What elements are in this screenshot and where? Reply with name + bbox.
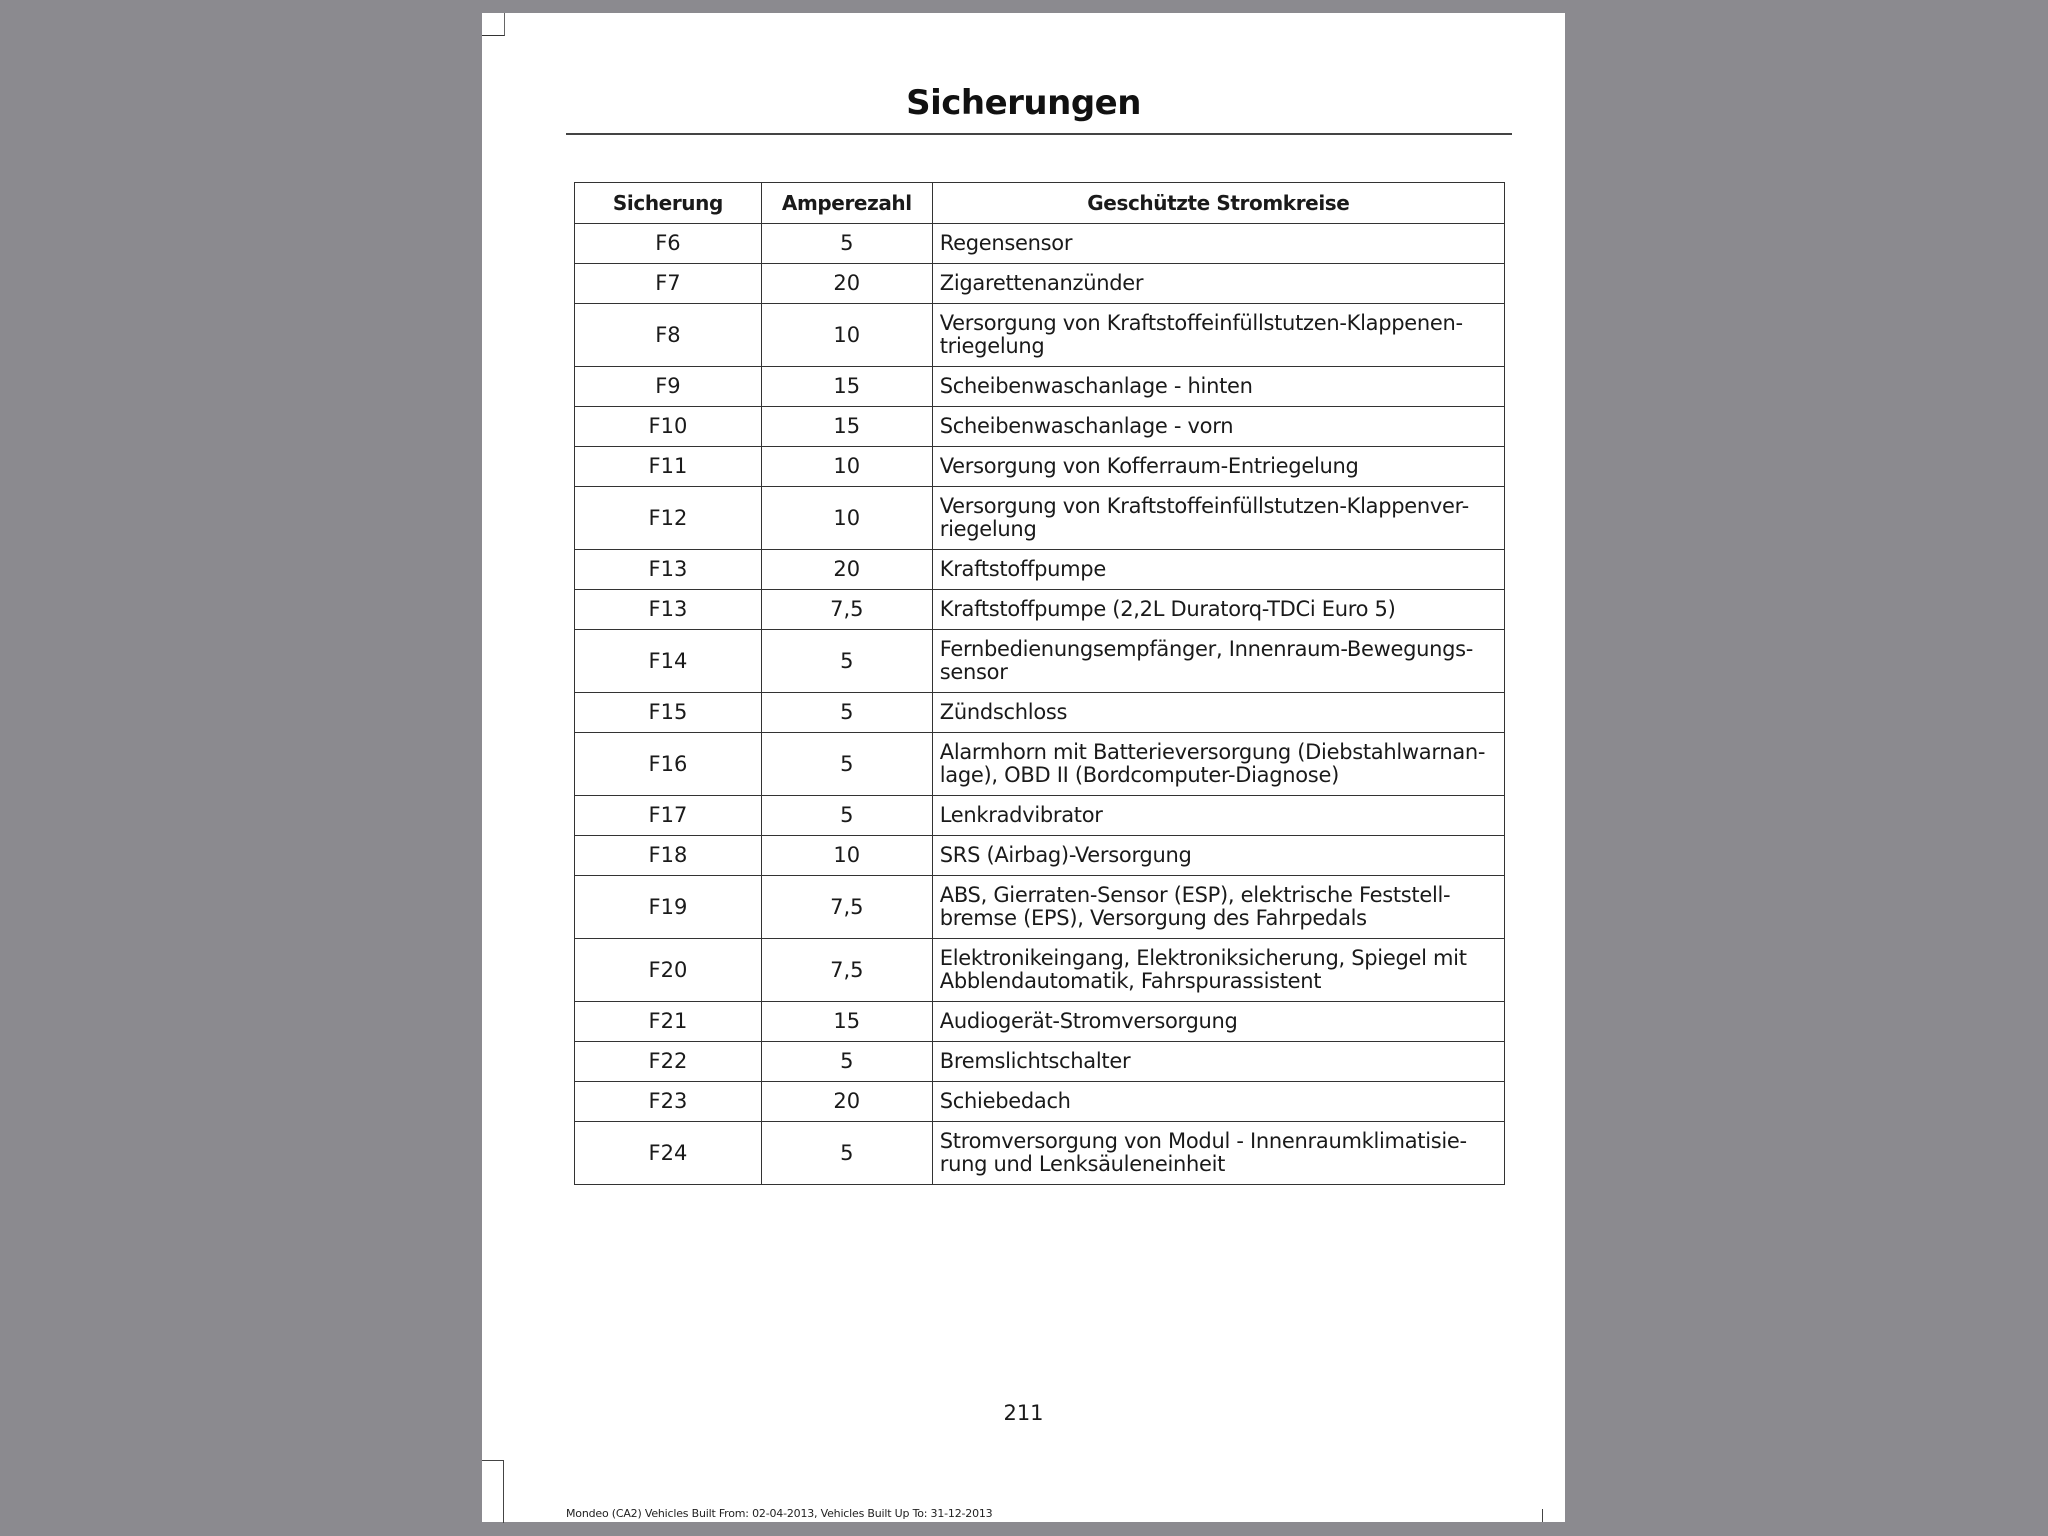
document-page bbox=[482, 13, 1565, 1522]
cell-amperage: 5 bbox=[761, 733, 932, 796]
table-row bbox=[575, 693, 1505, 733]
cell-fuse: F16 bbox=[575, 733, 762, 796]
cell-circuits: Zigarettenanzünder bbox=[932, 264, 1504, 304]
cell-amperage: 5 bbox=[761, 224, 932, 264]
cell-circuits: Lenkradvibrator bbox=[932, 796, 1504, 836]
table-row bbox=[575, 447, 1505, 487]
crop-mark-top-left bbox=[482, 13, 505, 36]
table-row bbox=[575, 630, 1505, 693]
table-row bbox=[575, 1042, 1505, 1082]
cell-fuse: F24 bbox=[575, 1122, 762, 1185]
crop-mark-bottom-left bbox=[482, 1460, 504, 1523]
cell-fuse: F13 bbox=[575, 550, 762, 590]
cell-fuse: F14 bbox=[575, 630, 762, 693]
cell-amperage: 15 bbox=[761, 367, 932, 407]
table-row bbox=[575, 1122, 1505, 1185]
fuse-table bbox=[574, 182, 1505, 1185]
cell-amperage: 5 bbox=[761, 693, 932, 733]
cell-amperage: 5 bbox=[761, 1042, 932, 1082]
table-row bbox=[575, 733, 1505, 796]
cell-fuse: F6 bbox=[575, 224, 762, 264]
cell-circuits: Scheibenwaschanlage - hinten bbox=[932, 367, 1504, 407]
cell-fuse: F10 bbox=[575, 407, 762, 447]
cell-fuse: F17 bbox=[575, 796, 762, 836]
cell-circuits: Regensensor bbox=[932, 224, 1504, 264]
cell-fuse: F8 bbox=[575, 304, 762, 367]
table-row bbox=[575, 1082, 1505, 1122]
table-header-row bbox=[575, 183, 1505, 224]
cell-amperage: 7,5 bbox=[761, 590, 932, 630]
cell-amperage: 10 bbox=[761, 447, 932, 487]
cell-amperage: 10 bbox=[761, 487, 932, 550]
column-header-amperage: Amperezahl bbox=[761, 183, 932, 224]
cell-amperage: 15 bbox=[761, 407, 932, 447]
cell-fuse: F23 bbox=[575, 1082, 762, 1122]
cell-circuits: Versorgung von Kraftstoffeinfüllstutzen-Klappenen- triegelung bbox=[932, 304, 1504, 367]
table-row bbox=[575, 487, 1505, 550]
cell-circuits: Fernbedienungsempfänger, Innenraum-Bewegungs- sensor bbox=[932, 630, 1504, 693]
column-header-fuse: Sicherung bbox=[575, 183, 762, 224]
cell-amperage: 5 bbox=[761, 796, 932, 836]
cell-circuits: Versorgung von Kraftstoffeinfüllstutzen-Klappenver- riegelung bbox=[932, 487, 1504, 550]
cell-circuits: Kraftstoffpumpe bbox=[932, 550, 1504, 590]
cell-fuse: F22 bbox=[575, 1042, 762, 1082]
cell-fuse: F21 bbox=[575, 1002, 762, 1042]
cell-amperage: 5 bbox=[761, 630, 932, 693]
table-row bbox=[575, 367, 1505, 407]
cell-fuse: F13 bbox=[575, 590, 762, 630]
column-header-circuits: Geschützte Stromkreise bbox=[932, 183, 1504, 224]
table-row bbox=[575, 836, 1505, 876]
table-row bbox=[575, 407, 1505, 447]
cell-fuse: F15 bbox=[575, 693, 762, 733]
cell-amperage: 5 bbox=[761, 1122, 932, 1185]
cell-amperage: 10 bbox=[761, 836, 932, 876]
cell-amperage: 20 bbox=[761, 1082, 932, 1122]
footer-vehicle-info: Mondeo (CA2) Vehicles Built From: 02-04-2013, Vehicles Built Up To: 31-12-2013 bbox=[566, 1507, 993, 1520]
table-row bbox=[575, 876, 1505, 939]
cell-circuits: Scheibenwaschanlage - vorn bbox=[932, 407, 1504, 447]
cell-amperage: 15 bbox=[761, 1002, 932, 1042]
title-divider bbox=[566, 133, 1512, 135]
page-number: 211 bbox=[1003, 1401, 1044, 1425]
cell-amperage: 7,5 bbox=[761, 876, 932, 939]
cell-circuits: Audiogerät-Stromversorgung bbox=[932, 1002, 1504, 1042]
table-row bbox=[575, 796, 1505, 836]
cell-fuse: F20 bbox=[575, 939, 762, 1002]
cell-circuits: SRS (Airbag)-Versorgung bbox=[932, 836, 1504, 876]
cell-circuits: Schiebedach bbox=[932, 1082, 1504, 1122]
cell-circuits: Versorgung von Kofferraum-Entriegelung bbox=[932, 447, 1504, 487]
table-row bbox=[575, 550, 1505, 590]
cell-circuits: Kraftstoffpumpe (2,2L Duratorq-TDCi Euro 5) bbox=[932, 590, 1504, 630]
cell-circuits: Elektronikeingang, Elektroniksicherung, Spiegel mit Abblendautomatik, Fahrspurassistent bbox=[932, 939, 1504, 1002]
table-row bbox=[575, 939, 1505, 1002]
cell-fuse: F11 bbox=[575, 447, 762, 487]
cell-circuits: Bremslichtschalter bbox=[932, 1042, 1504, 1082]
table-row bbox=[575, 590, 1505, 630]
cell-amperage: 20 bbox=[761, 264, 932, 304]
table-row bbox=[575, 264, 1505, 304]
table-row bbox=[575, 224, 1505, 264]
table-row bbox=[575, 1002, 1505, 1042]
cell-fuse: F7 bbox=[575, 264, 762, 304]
cell-amperage: 7,5 bbox=[761, 939, 932, 1002]
cell-circuits: Alarmhorn mit Batterieversorgung (Diebstahlwarnan- lage), OBD II (Bordcomputer-Diagnose) bbox=[932, 733, 1504, 796]
cell-fuse: F19 bbox=[575, 876, 762, 939]
cell-fuse: F12 bbox=[575, 487, 762, 550]
cell-fuse: F18 bbox=[575, 836, 762, 876]
cell-circuits: ABS, Gierraten-Sensor (ESP), elektrische Feststell- bremse (EPS), Versorgung des Fahrpedals bbox=[932, 876, 1504, 939]
cell-amperage: 10 bbox=[761, 304, 932, 367]
cell-amperage: 20 bbox=[761, 550, 932, 590]
table-row bbox=[575, 304, 1505, 367]
cell-circuits: Stromversorgung von Modul - Innenraumklimatisie- rung und Lenksäuleneinheit bbox=[932, 1122, 1504, 1185]
page-title: Sicherungen bbox=[906, 83, 1141, 123]
cell-fuse: F9 bbox=[575, 367, 762, 407]
crop-mark-bottom-right bbox=[1542, 1509, 1543, 1522]
cell-circuits: Zündschloss bbox=[932, 693, 1504, 733]
